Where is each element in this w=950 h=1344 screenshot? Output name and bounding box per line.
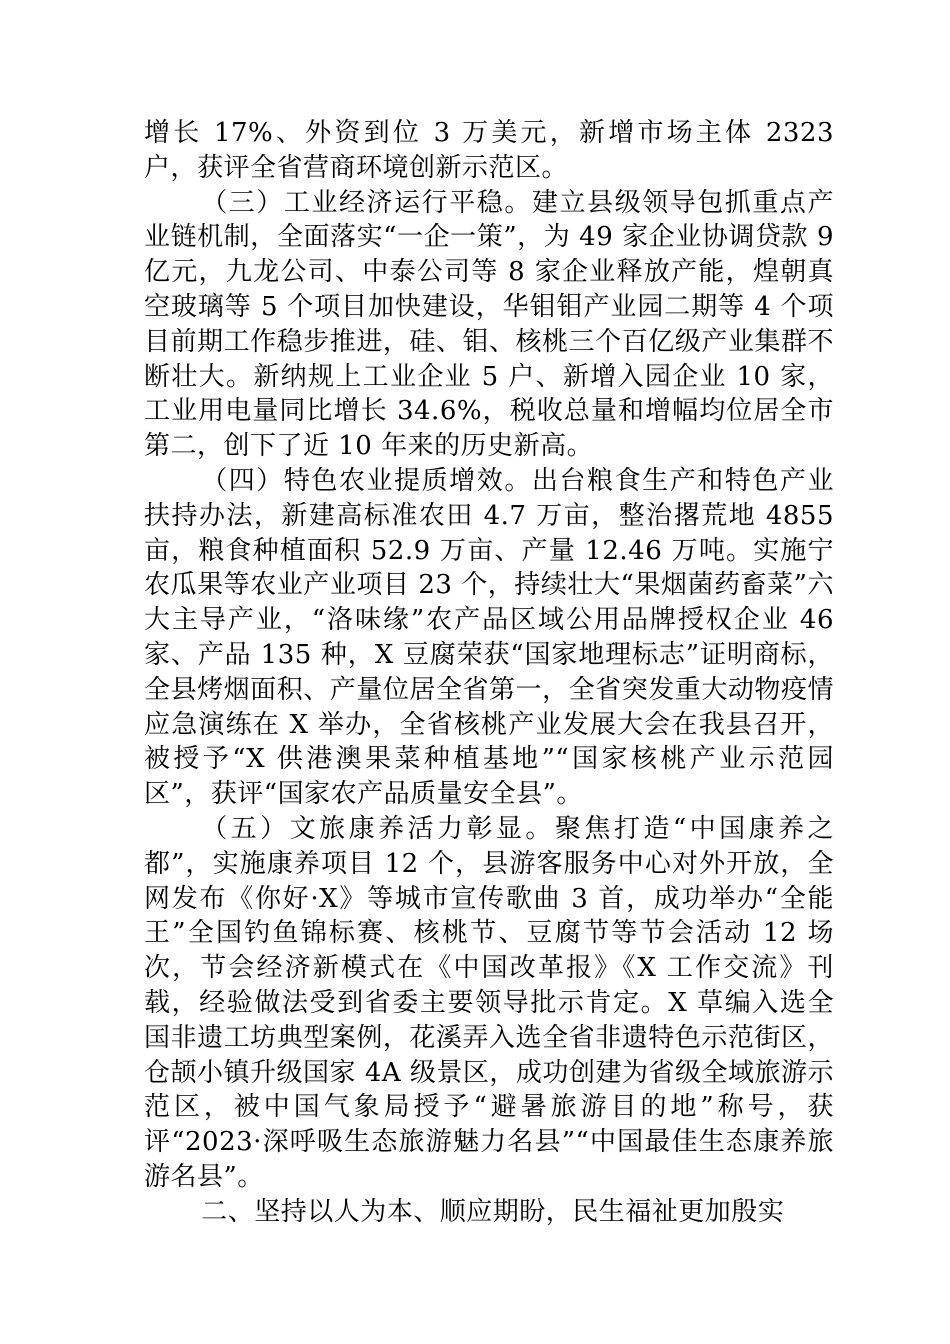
- section-heading: 二、坚持以人为本、顺应期盼，民生福祉更加殷实: [201, 1196, 785, 1227]
- paragraph-industrial-economy: （三）工业经济运行平稳。建立县级领导包抓重点产业链机制，全面落实“一企一策”，为 49 家企业协调贷款 9 亿元，九龙公司、中泰公司等 8 家企业释放产能，煌朝真空玻璃等 5 个项目加快建设，华钼钼产业园二期等 4 个项目前期工作稳步推进，硅、钼、核桃三个百亿级产业集群不断壮大。新纳规上工业企业 5 户、新增入园企业 10 家，工业用电量同比增长 34.6%，税收总量和增幅均位居全市第二，创下了近 10 年来的历史新高。: [144, 187, 834, 462]
- paragraph-culture-tourism: （五）文旅康养活力彰显。聚焦打造“中国康养之都”，实施康养项目 12 个，县游客服务中心对外开放，全网发布《你好·X》等城市宣传歌曲 3 首，成功举办“全能王”全国钓鱼锦标赛、核桃节、豆腐节等节会活动 12 场次，节会经济新模式在《中国改革报》《X 工作交流》刊载，经验做法受到省委主要领导批示肯定。X 草编入选全国非遗工坊典型案例，花溪弄入选全省非遗特色示范街区，仓颉小镇升级国家 4A 级景区，成功创建为省级全域旅游示范区，被中国气象局授予“避暑旅游目的地”称号，获评“2023·深呼吸生态旅游魅力名县”“中国最佳生态康养旅游名县”。: [144, 813, 834, 1192]
- paragraph-agriculture: （四）特色农业提质增效。出台粮食生产和特色产业扶持办法，新建高标准农田 4.7 万亩，整治撂荒地 4855 亩，粮食种植面积 52.9 万亩、产量 12.46 万吨。实施宁农瓜果等农业产业项目 23 个，持续壮大“果烟菌药畜菜”六大主导产业，“洛味缘”农产品区域公用品牌授权企业 46 家、产品 135 种，X 豆腐荣获“国家地理标志”证明商标，全县烤烟面积、产量位居全省第一，全省突发重大动物疫情应急演练在 X 举办，全省核桃产业发展大会在我县召开，被授予“X 供港澳果菜种植基地”“国家核桃产业示范园区”，获评“国家农产品质量安全县”。: [144, 465, 834, 810]
- paragraph-business-environment: 增长 17%、外资到位 3 万美元，新增市场主体 2323 户，获评全省营商环境创新示范区。: [144, 118, 834, 183]
- document-page: [144, 116, 834, 1230]
